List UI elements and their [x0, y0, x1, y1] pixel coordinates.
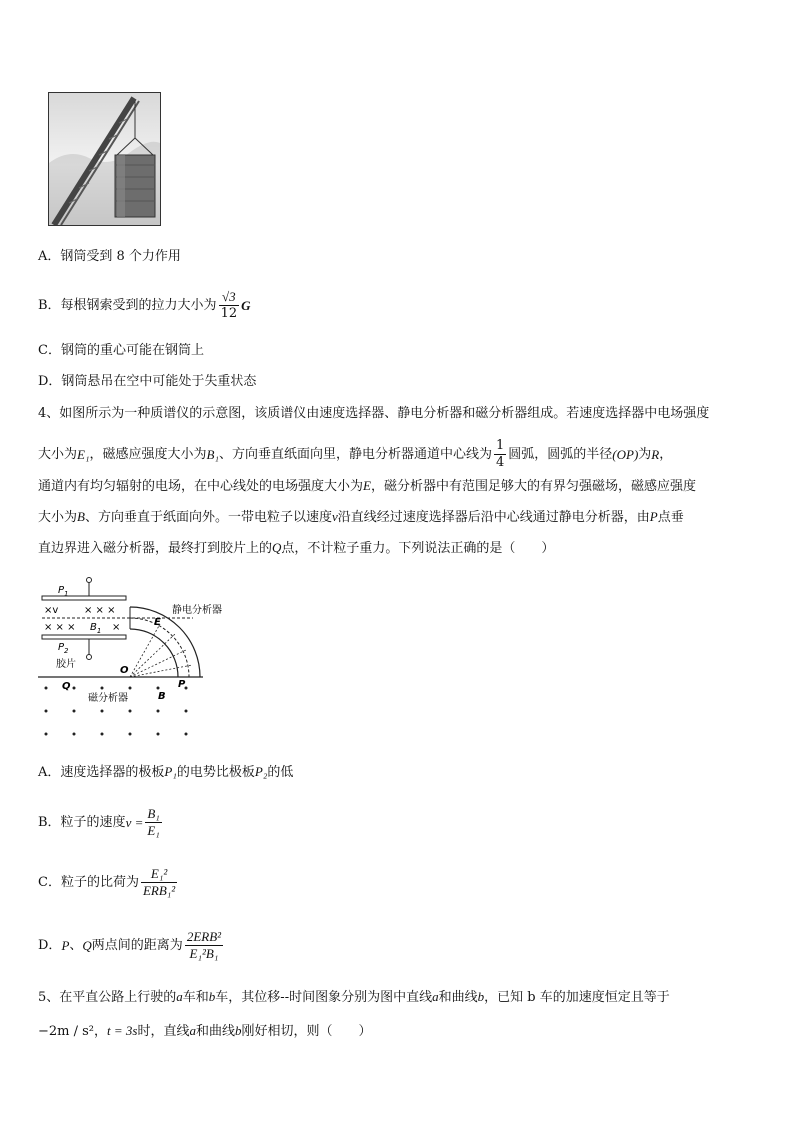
text: 大小为	[38, 446, 78, 462]
var-b: b	[477, 989, 485, 1004]
text: 点垂	[657, 510, 684, 525]
label-velocity: ×v	[44, 605, 59, 616]
label-magnetic-analyzer: 磁分析器	[88, 693, 128, 704]
q4-stem-line4	[38, 507, 684, 528]
selector-field-row1: × × ×	[84, 605, 116, 616]
plate-p1	[42, 596, 126, 600]
text: 、	[69, 937, 83, 953]
var-Q: Q	[272, 540, 282, 555]
fraction-numerator: 1	[495, 438, 505, 453]
fraction-denominator: E₁²B₁	[189, 946, 219, 961]
q3-option-b	[38, 289, 251, 322]
fraction-denominator: 12	[220, 306, 238, 321]
text: 为	[638, 446, 652, 462]
analyzer-inner-arc	[130, 629, 178, 677]
fraction-denominator: 4	[495, 455, 505, 470]
q4-option-d	[38, 929, 225, 962]
var-E: E	[363, 478, 371, 493]
text: 两点间的距离为	[91, 937, 183, 953]
q3-option-d: D．钢筒悬吊在空中可能处于失重状态	[38, 374, 257, 389]
text: 的电势比极板	[176, 765, 255, 780]
text: 车和	[182, 990, 209, 1005]
q4-stem-line3	[38, 476, 696, 497]
text: 直边界进入磁分析器，最终打到胶片上的	[38, 541, 273, 556]
text: 车，其位移--时间图象分别为图中直线	[215, 990, 433, 1005]
mass-spectrometer-diagram	[38, 575, 238, 740]
label-b1: $B_1$	[90, 622, 102, 635]
text: D．	[38, 937, 62, 953]
var-a: a	[176, 989, 183, 1004]
text: ，磁分析器中有范围足够大的有界匀强磁场，磁感应强度	[370, 479, 696, 494]
acceleration-value: −2m / s²	[38, 1024, 95, 1039]
text: 和曲线	[196, 1024, 236, 1039]
text: 沿直线经过速度选择器后沿中心线通过静电分析器，由	[337, 510, 650, 525]
gravity-symbol: G	[241, 297, 251, 313]
text: ，已知 b 车的加速度恒定且等于	[484, 990, 670, 1005]
label-q: Q	[62, 681, 71, 692]
text: 时，直线	[137, 1024, 190, 1039]
q4-stem-line2	[38, 438, 672, 471]
p1-terminal	[87, 578, 92, 583]
q4-stem-line1: 4、如图所示为一种质谱仪的示意图，该质谱仪由速度选择器、静电分析器和磁分析器组成。若速度选择器中电场强度	[38, 406, 710, 421]
var-OP: (OP)	[612, 446, 639, 462]
label-p: P	[178, 679, 186, 690]
q4-option-c	[38, 866, 179, 899]
var-R: R	[651, 446, 660, 462]
q3-option-b-text: B．每根钢索受到的拉力大小为	[38, 297, 217, 313]
label-film: 胶片	[56, 659, 76, 670]
plate-p2	[42, 635, 126, 639]
label-p1: $P_1$	[58, 585, 69, 598]
text: 、方向垂直于纸面向外。一带电粒子以速度	[84, 510, 332, 525]
q4-option-a	[38, 762, 293, 783]
text: 点，不计粒子重力。下列说法正确的是（ ）	[281, 541, 555, 556]
crane-photo	[48, 92, 161, 226]
text: 圆弧，圆弧的半径	[508, 446, 613, 462]
selector-field-row2: × × ×	[44, 622, 76, 633]
text: 、方向垂直纸面向里，静电分析器通道中心线为	[218, 446, 492, 462]
label-b: B	[158, 691, 166, 702]
var-P: P	[649, 509, 658, 524]
text: 5、在平直公路上行驶的	[38, 990, 177, 1005]
selector-field-x: ×	[112, 622, 121, 633]
text: C．粒子的比荷为	[38, 874, 139, 890]
text: 通道内有均匀辐射的电场，在中心线处的电场强度大小为	[38, 479, 364, 494]
quarter-fraction	[494, 438, 506, 471]
var-a: a	[432, 989, 439, 1004]
var-E1: E₁	[77, 446, 90, 462]
var-P: P	[61, 937, 70, 953]
crane-photo-drawing	[49, 93, 160, 225]
q5-stem-line2	[38, 1021, 372, 1042]
q3-option-c: C．钢筒的重心可能在钢筒上	[38, 343, 204, 358]
fraction-denominator: ERB₁²	[142, 883, 176, 898]
text: 刚好相切，则（ ）	[241, 1024, 372, 1039]
text: 大小为	[38, 510, 78, 525]
var-P1: P₁	[164, 764, 177, 779]
text: ，	[659, 446, 673, 462]
fraction-numerator: E₁²	[141, 866, 177, 883]
fraction-numerator: 2ERB²	[186, 929, 222, 944]
fraction-numerator: B₁	[147, 806, 160, 821]
var-a: a	[189, 1023, 197, 1038]
fraction-numerator: √3	[219, 289, 240, 306]
text: A．速度选择器的极板	[38, 765, 165, 780]
fraction-denominator: E₁	[147, 823, 160, 838]
time-value: t = 3s	[107, 1023, 138, 1038]
var-b: b	[208, 989, 216, 1004]
var-Q: Q	[82, 937, 92, 953]
var-v: v	[331, 509, 338, 524]
text: ，	[94, 1024, 108, 1039]
option-b-fraction	[145, 806, 161, 839]
option-d-fraction	[185, 929, 223, 962]
text: B．粒子的速度	[38, 814, 126, 830]
var-B: B	[77, 509, 85, 524]
text: ，磁感应强度大小为	[89, 446, 207, 462]
var-v: v =	[125, 814, 144, 830]
var-B1: B₁	[206, 446, 219, 462]
option-c-fraction	[141, 866, 177, 899]
q4-stem-line5	[38, 538, 554, 559]
label-o: O	[120, 665, 129, 676]
label-electrostatic-analyzer: 静电分析器	[172, 605, 222, 616]
p2-terminal	[87, 655, 92, 660]
text: 和曲线	[438, 990, 478, 1005]
q4-option-b	[38, 806, 164, 839]
text: 的低	[267, 765, 294, 780]
q3-option-a: A．钢筒受到 8 个力作用	[38, 249, 181, 264]
label-p2: $P_2$	[58, 642, 69, 655]
label-e: E	[154, 617, 161, 628]
var-P2: P₂	[254, 764, 268, 779]
q5-stem-line1	[38, 987, 670, 1008]
q3-option-b-fraction	[219, 289, 240, 322]
var-b: b	[235, 1023, 242, 1038]
